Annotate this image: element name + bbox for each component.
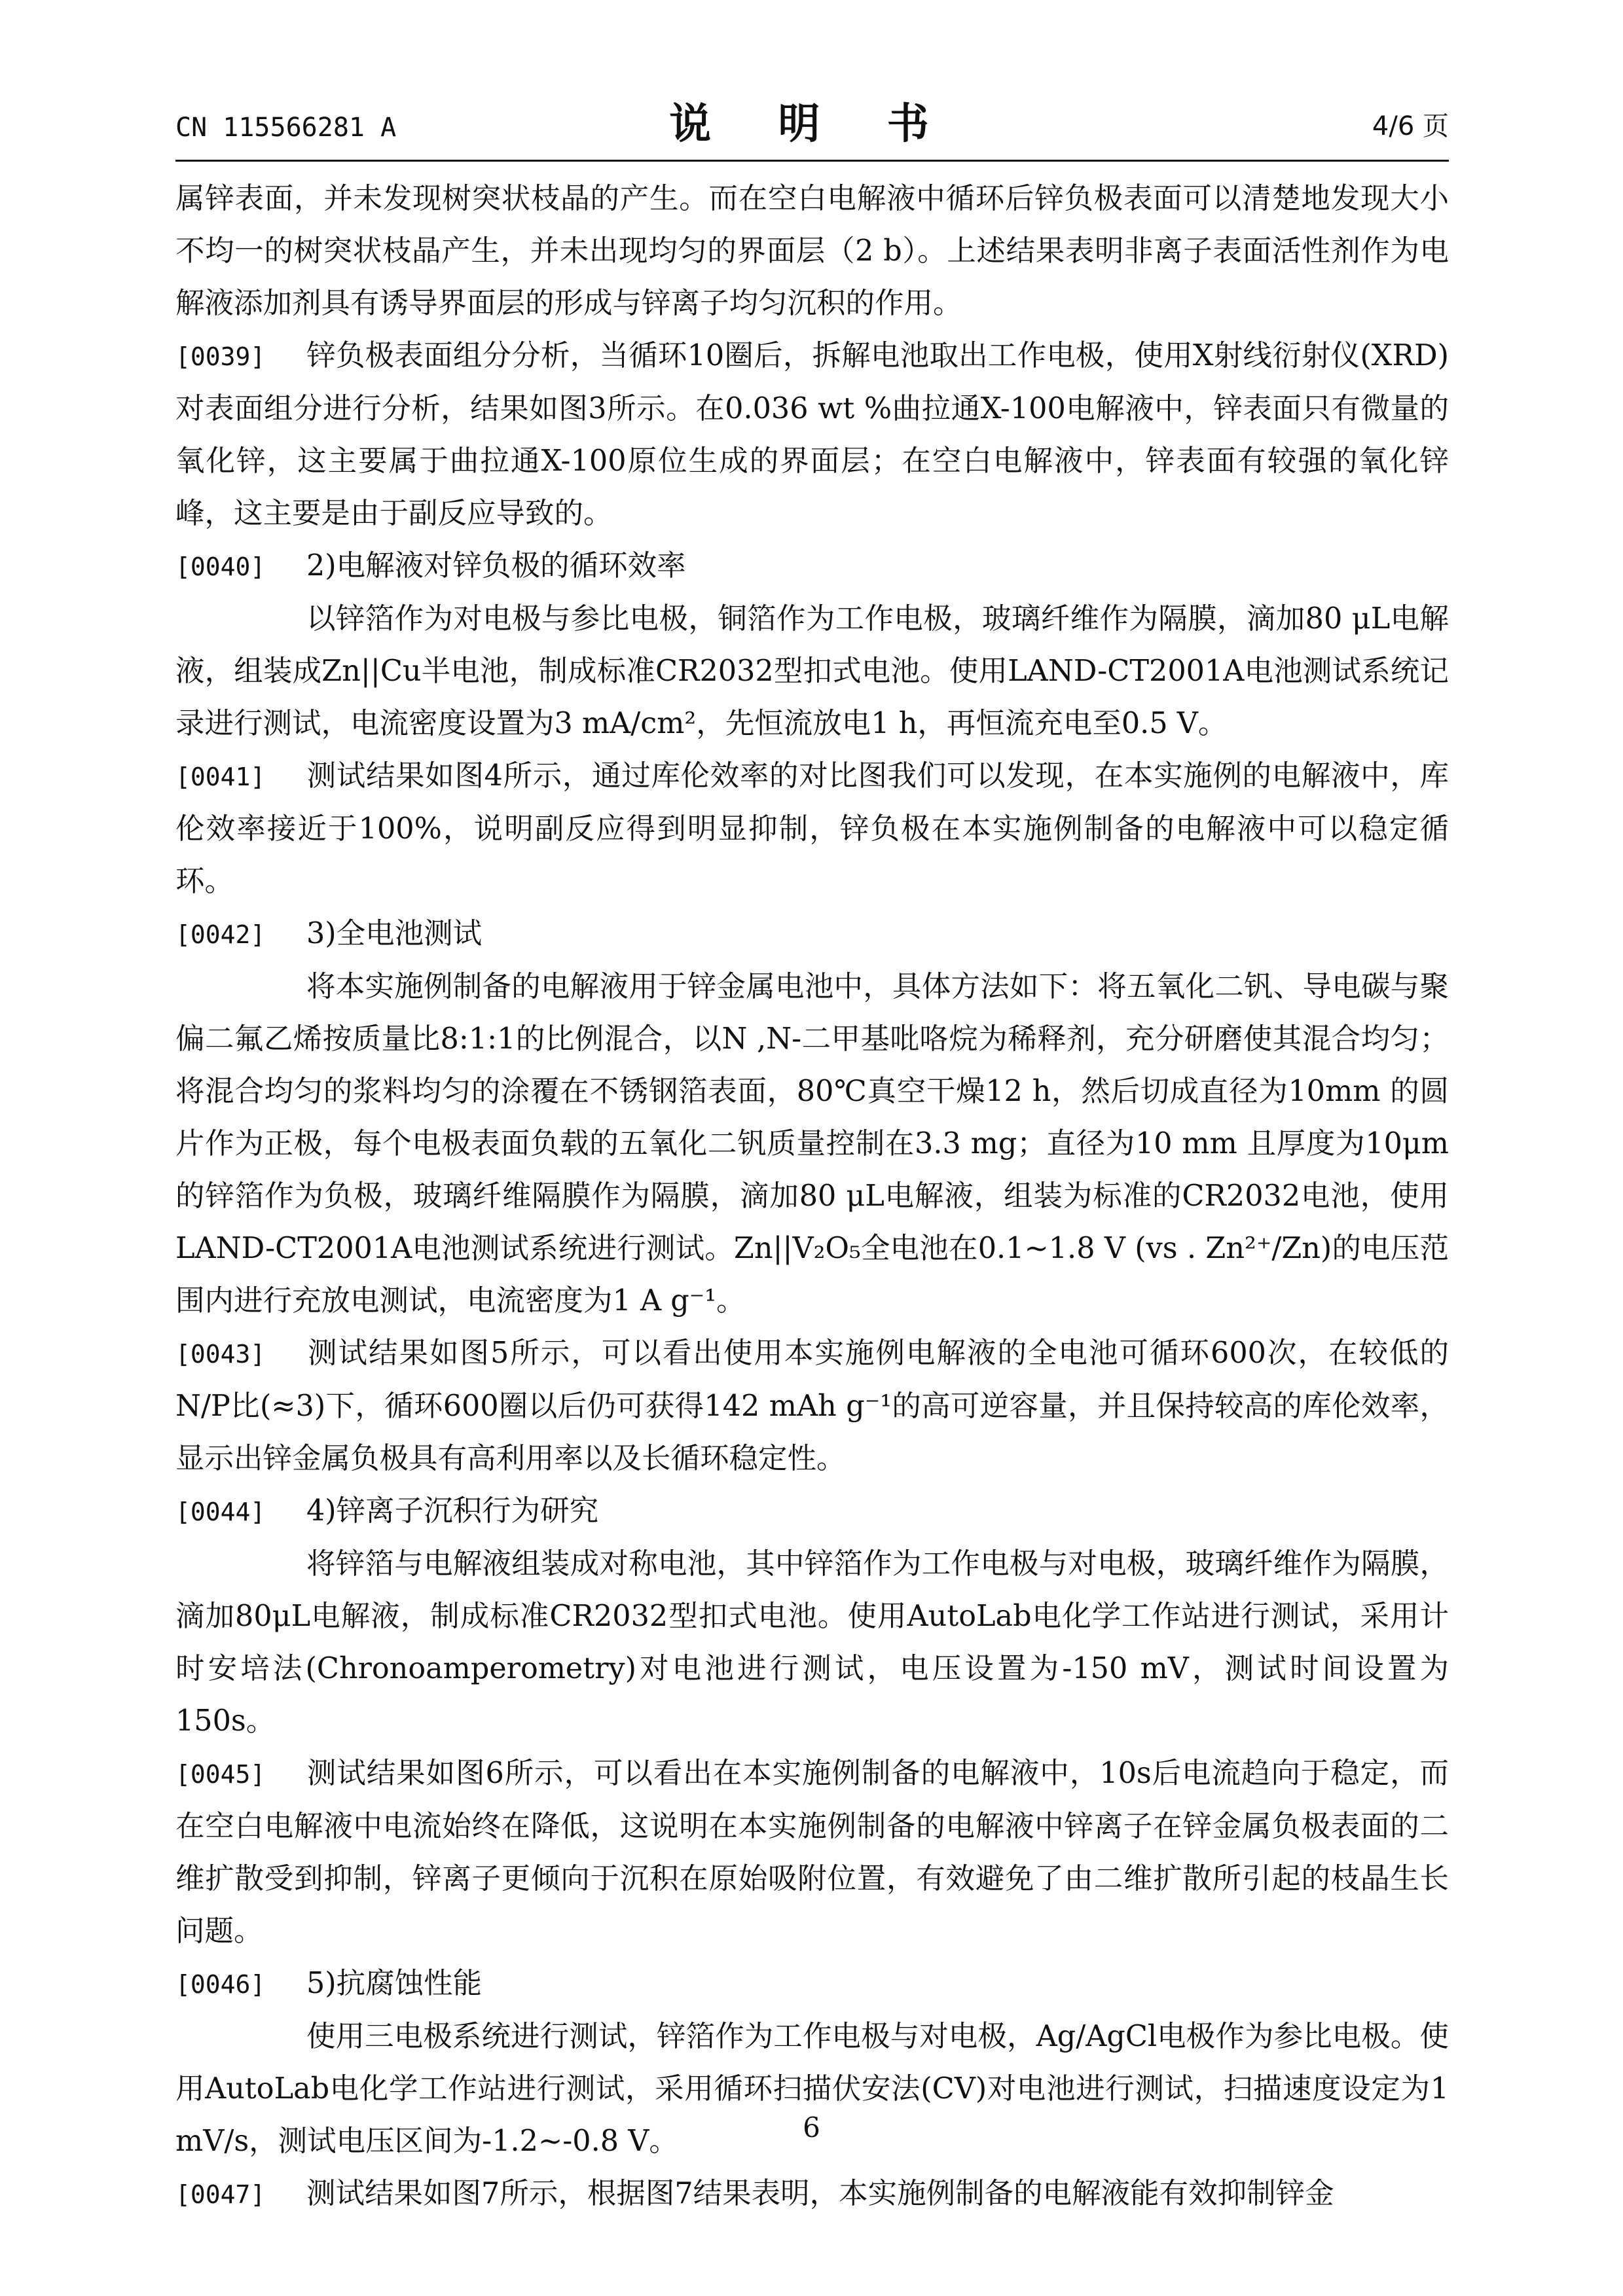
paragraph-0039 — [175, 330, 1449, 540]
section-heading: 4)锌离子沉积行为研究 — [306, 1494, 599, 1528]
paragraph-text: 以锌箔作为对电极与参比电极，铜箔作为工作电极，玻璃纤维作为隔膜，滴加80 μL电解液，组装成Zn||Cu半电池，制成标准CR2032型扣式电池。使用LAND-CT2001A电池测试系统记录进行测试，电流密度设置为3 mA/cm²，先恒流放电1 h，再恒流充电至0.5 V。 — [175, 602, 1449, 740]
paragraph-body — [175, 1538, 1449, 1748]
paragraph-number: [0045] — [175, 1760, 266, 1789]
paragraph-0045 — [175, 1748, 1449, 1958]
paragraph-number: [0047] — [175, 2180, 266, 2209]
paragraph-body — [175, 593, 1449, 750]
paragraph-text: 测试结果如图6所示，可以看出在本实施例制备的电解液中，10s后电流趋向于稳定，而在空白电解液中电流始终在降低，这说明在本实施例制备的电解液中锌离子在锌金属负极表面的二维扩散受到抑制，锌离子更倾向于沉积在原始吸附位置，有效避免了由二维扩散所引起的枝晶生长问题。 — [175, 1757, 1449, 1948]
paragraph-text: 测试结果如图5所示，可以看出使用本实施例电解液的全电池可循环600次，在较低的N/P比(≈3)下，循环600圈以后仍可获得142 mAh g⁻¹的高可逆容量，并且保持较高的库伦效率，显示出锌金属负极具有高利用率以及长循环稳定性。 — [175, 1336, 1449, 1475]
paragraph-number: [0041] — [175, 762, 266, 791]
paragraph-body — [175, 961, 1449, 1327]
paragraph-number: [0044] — [175, 1498, 266, 1526]
paragraph-number: [0043] — [175, 1340, 266, 1369]
paragraph-0047 — [175, 2168, 1449, 2221]
paragraph-continuation — [175, 173, 1449, 330]
paragraph-number: [0046] — [175, 1970, 266, 1999]
section-heading: 3)全电池测试 — [306, 917, 483, 950]
paragraph-text: 属锌表面，并未发现树突状枝晶的产生。而在空白电解液中循环后锌负极表面可以清楚地发现大小不均一的树突状枝晶产生，并未出现均匀的界面层（2 b）。上述结果表明非离子表面活性剂作为电解液添加剂具有诱导界面层的形成与锌离子均匀沉积的作用。 — [175, 182, 1449, 320]
page-number: 6 — [803, 2111, 820, 2144]
paragraph-body — [175, 2011, 1449, 2168]
paragraph-number: [0042] — [175, 920, 266, 949]
paragraph-text: 将本实施例制备的电解液用于锌金属电池中，具体方法如下：将五氧化二钒、导电碳与聚偏二氟乙烯按质量比8:1:1的比例混合，以N ,N-二甲基吡咯烷为稀释剂，充分研磨使其混合均匀；将混合均匀的浆料均匀的涂覆在不锈钢箔表面，80℃真空干燥12 h，然后切成直径为10mm 的圆片作为正极，每个电极表面负载的五氧化二钒质量控制在3.3 mg；直径为10 mm 且厚度为10μm的锌箔作为负极，玻璃纤维隔膜作为隔膜，滴加80 μL电解液，组装为标准的CR2032电池，使用LAND-CT2001A电池测试系统进行测试。Zn||V₂O₅全电池在0.1~1.8 V (vs . Zn²⁺/Zn)的电压范围内进行充放电测试，电流密度为1 A g⁻¹。 — [175, 970, 1449, 1318]
paragraph-0043 — [175, 1327, 1449, 1485]
document-body — [175, 173, 1449, 2221]
paragraph-0042 — [175, 908, 1449, 961]
paragraph-text: 锌负极表面组分分析，当循环10圈后，拆解电池取出工作电极，使用X射线衍射仪(XRD)对表面组分进行分析，结果如图3所示。在0.036 wt %曲拉通X-100电解液中，锌表面只有微量的氧化锌，这主要属于曲拉通X-100原位生成的界面层；在空白电解液中，锌表面有较强的氧化锌峰，这主要是由于副反应导致的。 — [175, 339, 1449, 530]
paragraph-0041 — [175, 750, 1449, 908]
paragraph-number: [0040] — [175, 552, 266, 581]
section-heading: 5)抗腐蚀性能 — [306, 1967, 483, 2000]
paragraph-0040 — [175, 540, 1449, 593]
page-info: 4/6 页 — [1372, 111, 1449, 141]
section-heading: 2)电解液对锌负极的循环效率 — [306, 549, 686, 583]
header-rule — [175, 160, 1449, 162]
page-header — [175, 85, 1449, 157]
paragraph-text: 测试结果如图4所示，通过库伦效率的对比图我们可以发现，在本实施例的电解液中，库伦效率接近于100%，说明副反应得到明显抑制，锌负极在本实施例制备的电解液中可以稳定循环。 — [175, 759, 1449, 898]
paragraph-text: 使用三电极系统进行测试，锌箔作为工作电极与对电极，Ag/AgCl电极作为参比电极。使用AutoLab电化学工作站进行测试，采用循环扫描伏安法(CV)对电池进行测试，扫描速度设定为1 mV/s，测试电压区间为-1.2~-0.8 V。 — [175, 2020, 1449, 2158]
patent-number: CN 115566281 A — [175, 113, 397, 143]
paragraph-number: [0039] — [175, 342, 266, 371]
paragraph-0046 — [175, 1958, 1449, 2011]
document-title: 说 明 书 — [669, 100, 955, 149]
paragraph-0044 — [175, 1485, 1449, 1538]
paragraph-text: 测试结果如图7所示，根据图7结果表明，本实施例制备的电解液能有效抑制锌金 — [306, 2177, 1334, 2210]
paragraph-text: 将锌箔与电解液组装成对称电池，其中锌箔作为工作电极与对电极，玻璃纤维作为隔膜，滴加80μL电解液，制成标准CR2032型扣式电池。使用AutoLab电化学工作站进行测试，采用计时安培法(Chronoamperometry)对电池进行测试，电压设置为-150 mV，测试时间设置为150s。 — [175, 1547, 1449, 1738]
